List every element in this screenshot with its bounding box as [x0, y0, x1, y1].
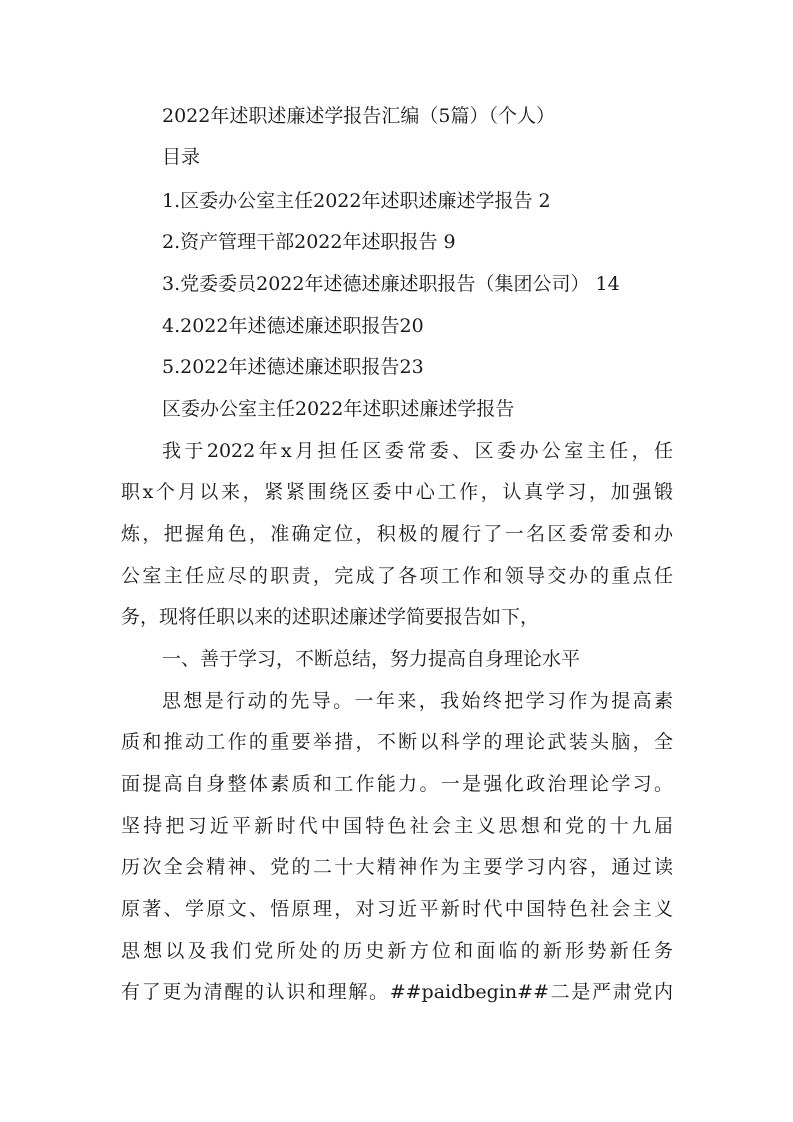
paragraph-line: 原著、学原文、悟原理，对习近平新时代中国特色社会主义 — [121, 898, 673, 920]
paragraph-line: 炼，把握角色，准确定位，积极的履行了一名区委常委和办 — [121, 523, 673, 545]
toc-item: 3.党委委员2022年述德述廉述职报告（集团公司） 14 — [162, 273, 620, 295]
paragraph-line: 面提高自身整体素质和工作能力。一是强化政治理论学习。 — [121, 773, 673, 795]
paragraph-line: 质和推动工作的重要举措，不断以科学的理论武装头脑，全 — [121, 731, 673, 753]
paragraph-line: 务，现将任职以来的述职述廉述学简要报告如下， — [121, 606, 540, 628]
paragraph-line: 我于2022年x月担任区委常委、区委办公室主任，任 — [162, 440, 673, 462]
paragraph-line: 思想是行动的先导。一年来，我始终把学习作为提高素 — [162, 690, 673, 712]
paragraph-line: 有了更为清醒的认识和理解。##paidbegin##二是严肃党内 — [121, 981, 673, 1003]
paragraph-line: 思想以及我们党所处的历史新方位和面临的新形势新任务 — [121, 940, 673, 962]
section-heading: 一、善于学习，不断总结，努力提高自身理论水平 — [162, 648, 581, 670]
toc-item: 2.资产管理干部2022年述职报告 9 — [162, 231, 456, 253]
toc-item: 4.2022年述德述廉述职报告20 — [162, 315, 424, 337]
doc-title: 2022年述职述廉述学报告汇编（5篇）（个人） — [162, 105, 555, 127]
toc-item: 5.2022年述德述廉述职报告23 — [162, 356, 424, 378]
toc-heading: 目录 — [162, 146, 201, 168]
paragraph-line: 职x个月以来，紧紧围绕区委中心工作，认真学习，加强锻 — [121, 481, 673, 503]
paragraph-line: 历次全会精神、党的二十大精神作为主要学习内容，通过读 — [121, 856, 673, 878]
paragraph-line: 公室主任应尽的职责，完成了各项工作和领导交办的重点任 — [121, 565, 673, 587]
section-title: 区委办公室主任2022年述职述廉述学报告 — [162, 398, 515, 420]
paragraph-line: 坚持把习近平新时代中国特色社会主义思想和党的十九届 — [121, 815, 673, 837]
toc-item: 1.区委办公室主任2022年述职述廉述学报告 2 — [162, 190, 551, 212]
